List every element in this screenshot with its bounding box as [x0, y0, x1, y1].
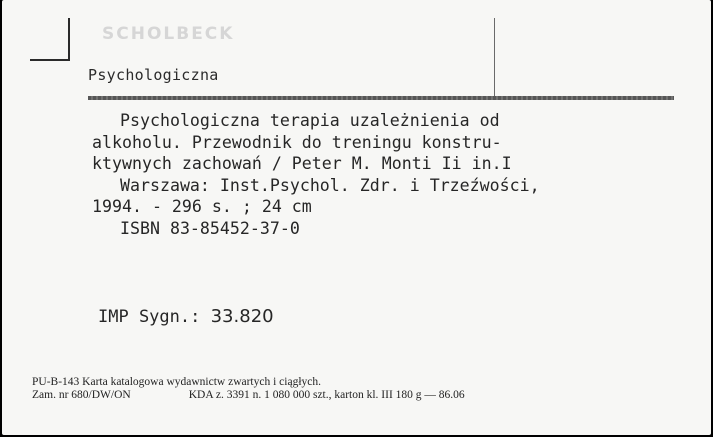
entry-line: 1994. - 296 s. ; 24 cm: [92, 197, 312, 217]
corner-mark-horizontal: [30, 59, 70, 61]
call-number-label: IMP Sygn.:: [98, 307, 201, 327]
column-divider: [494, 18, 495, 96]
call-number-value: 33.820: [210, 306, 274, 327]
bibliographic-entry: [92, 110, 682, 240]
corner-mark-vertical: [68, 18, 70, 60]
subject-heading: Psychologiczna: [88, 66, 219, 84]
catalog-card: [2, 0, 711, 435]
entry-line: ktywnych zachowań / Peter M. Monti Ii in.I: [92, 154, 512, 174]
footer-line-2: [32, 389, 692, 402]
footer-line-1: PU-B-143 Karta katalogowa wydawnictw zwartych i ciągłych.: [32, 376, 322, 388]
header-rule: [88, 96, 674, 100]
entry-line: alkoholu. Przewodnik do treningu konstru-: [92, 132, 502, 152]
card-footer: [32, 376, 692, 402]
entry-line: Warszawa: Inst.Psychol. Zdr. i Trzeźwości,: [120, 175, 540, 195]
footer-print-info: KDA z. 3391 n. 1 080 000 szt., karton kl. III 180 g — 86.06: [188, 389, 465, 401]
call-number: [98, 306, 274, 327]
footer-order-number: Zam. nr 680/DW/ON: [32, 389, 131, 401]
faded-stamp: SCHOLBECK: [102, 24, 235, 44]
isbn-line: ISBN 83-85452-37-0: [120, 218, 300, 238]
entry-line: Psychologiczna terapia uzależnienia od: [120, 111, 500, 130]
